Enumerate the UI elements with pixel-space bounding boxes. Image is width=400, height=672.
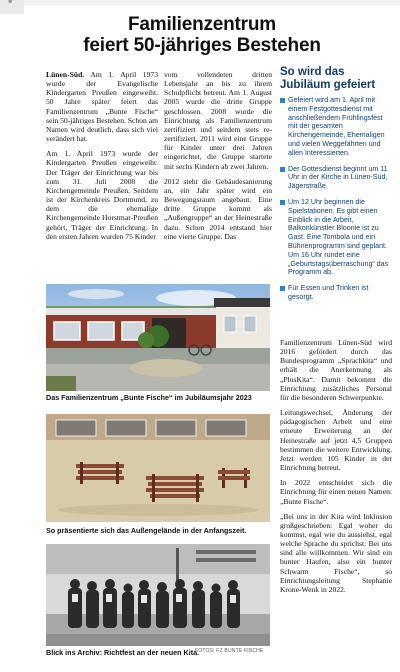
paragraph: vom vollendeten dritten Lebensjahr an bis zu ihrem Schulpflicht betreut. Am 1. August 2005 wurde die dritte Gruppe geschlossen. 2008 wurde die Einrichtung als Familienzentrum zertifiziert und seitdem stets re-zertifiziert. 2011 wird eine Gruppe für Kinder unter drei Jahren eingerichtet, die Gruppe startete mit sechs Kindern ab zwei Jahren. (164, 70, 272, 171)
photo-kita-building-2023 (46, 284, 270, 391)
headline-line-1: Familienzentrum (128, 14, 276, 35)
paragraph (46, 70, 158, 143)
paragraph-text: Am 1. April 1973 wurde der Kindergarten Preußen eingeweiht. Der Träger der Einrichtung war bis zum 31. Juli 2008 die Kirchengemeinde Preußen. Seitdem ist der Kirchenkreis Dortmund, zu dem die ehemalige Kirchengemeinde Horstmar-Preußen gehört, Träger der Einrichtung. In den ersten Jahren wurden 75 Kinder (46, 149, 158, 241)
paragraph: Leitungswechsel, Änderung der pädagogischen Arbeit und eine erneute Erweiterung an der Heinestraße auf jetzt 4,5 Gruppen bestimmen die weitere Entwicklung. Jetzt werden 105 Kinder in der Einrichtung betreut. (280, 408, 392, 473)
page-top-edge (0, 0, 400, 6)
info-item: Um 12 Uhr beginnen die Spielstationen. Es gibt einen Einblick in die Arbeit, Balkonkünstler Bloonie ist zu Gast. Eine Tombola und ein Bühnenprogramm sind geplant. Um 16 Uhr rundet eine „Geburtstagsüberraschung“ das Programm ab. (280, 198, 390, 277)
photo-archive-illustration (46, 544, 270, 646)
photo-caption-3: Blick ins Archiv: Richtfest an der neuen Kita. (46, 648, 200, 657)
photo-building-illustration (46, 284, 270, 391)
photo-caption-2: So präsentierte sich das Außengelände in der Anfangszeit. (46, 526, 247, 535)
paragraph: 2012 steht die Gebäudesanierung an, ein Jahr später wird ein Bewegungsraum angebaut. Eine dritte Gruppe kommt als „Außengruppe“ an der Heinestraße dazu. Schon 2014 entstand hier eine vierte Gruppe. Das (164, 176, 272, 241)
photo-caption-1: Das Familienzentrum „Bunte Fische“ im Jubiläumsjahr 2023 (46, 393, 252, 402)
photo-archive-topping-out (46, 544, 270, 646)
corner-mark-glyph: • (7, 0, 14, 8)
corner-mark (0, 0, 24, 14)
paragraph-text: Am 1. April 1973 wurde der Evangelische Kindergarten Preußen eingeweiht. 50 Jahre später feiert das Familienzentrum „Bunte Fische“ sein 50-jähriges Bestehen. Schon am Namen wird deutlich, dass sich viel verändert hat. (46, 70, 158, 144)
photo-playground-early-years (46, 414, 270, 522)
paragraph: Familienzentrum Lünen-Süd wird 2016 gefördert durch das Bundesprogramm „Sprachkita“ und erhält die Anerkennung als „PlusKita“. Damit bekommt die Einrichtung zusätzliches Personal für die besonderen Schwerpunkte. (280, 338, 392, 402)
article-column-3 (280, 338, 392, 594)
info-item: Für Essen und Trinken ist gesorgt. (280, 284, 390, 302)
info-item: Der Gottesdienst beginnt um 11 Uhr in der Kirche in Lünen-Süd, Jägerstraße. (280, 165, 390, 191)
paragraph: „Bei uns in der Kita wird Inklusion großgeschrieben: Egal woher du kommst, egal wie du aussiehst, egal welche Sprache du sprichst: Bei uns sind alle willkommen. Wir sind ein bunter Haufen, also ein bunter Schwarm Fische“, so Einrichtungsleitung Stephanie Krone-Wenk in 2022. (280, 511, 392, 594)
headline-line-2: feiert 50-jähriges Bestehen (83, 35, 321, 56)
article-headline (46, 14, 358, 56)
info-item: Gefeiert wird am 1. April mit einem Festgottesdienst mit anschließendem Frühlingsfest mit der gesamten Kirchengemeinde, Ehemaligen und vielen Weggefährten und allen Interessierten. (280, 96, 390, 158)
dateline: Lünen-Süd. (46, 70, 85, 79)
article-column-2 (164, 70, 272, 241)
event-info-box (280, 66, 390, 309)
paragraph: In 2022 entscheidet sich die Einrichtung für einen neuen Namen: „Bunte Fische“. (280, 478, 392, 506)
photo-credit: FOTOS: FZ BUNTE FISCHE (195, 648, 264, 654)
article-column-1 (46, 70, 158, 241)
paragraph (46, 149, 158, 241)
info-box-title: So wird das Jubiläum gefeiert (280, 66, 376, 91)
photo-playground-illustration (46, 414, 270, 522)
